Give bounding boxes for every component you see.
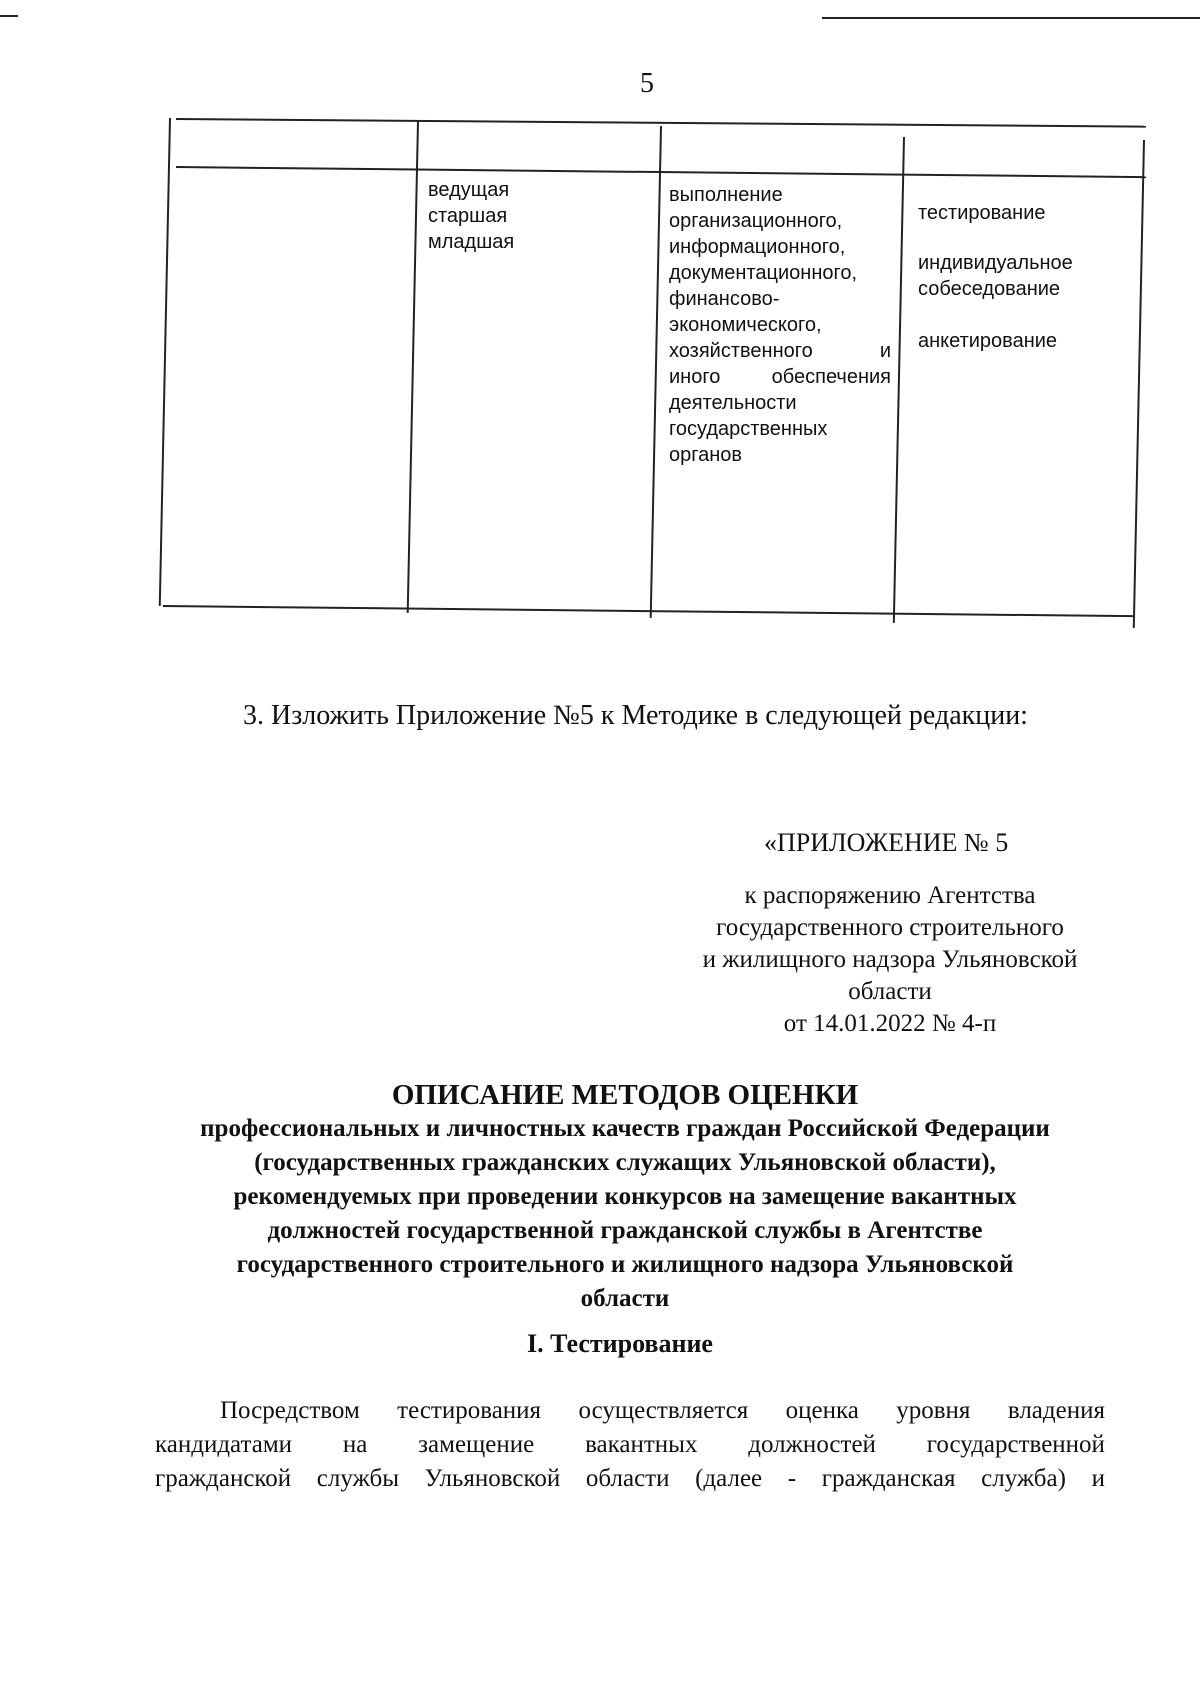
positions-table	[0, 0, 1200, 640]
paragraph-line: гражданской службы Ульяновской области (далее - гражданская служба) и	[155, 1465, 1105, 1492]
appendix-line: области	[848, 978, 932, 1005]
appendix-reference	[660, 880, 1120, 1040]
heading-line: рекомендуемых при проведении конкурсов на замещение вакантных	[233, 1183, 1017, 1210]
heading-line: области	[580, 1285, 670, 1312]
heading-line: профессиональных и личностных качеств граждан Российской Федерации	[200, 1115, 1050, 1142]
function-line-justified: хозяйственного и	[669, 340, 891, 362]
appendix-line: к распоряжению Агентства	[744, 882, 1036, 909]
function-line: финансово-	[669, 288, 780, 310]
method-testing: тестирование	[918, 202, 1046, 224]
function-line: выполнение	[669, 184, 783, 206]
table-left-border	[159, 118, 171, 606]
method-interview-line1: индивидуальное	[918, 252, 1073, 274]
function-line: организационного,	[669, 210, 843, 232]
heading-line: должностей государственной гражданской службы в Агентстве	[267, 1217, 983, 1244]
function-line: экономического,	[669, 314, 822, 336]
cell-position-groups	[428, 177, 514, 255]
function-line: документационного,	[669, 262, 858, 284]
table-column-divider-1	[407, 121, 419, 613]
heading-main: ОПИСАНИЕ МЕТОДОВ ОЦЕНКИ	[391, 1079, 859, 1111]
appendix-title: «ПРИЛОЖЕНИЕ № 5	[764, 828, 1009, 857]
appendix-line: государственного строительного	[716, 914, 1064, 941]
paragraph-line: кандидатами на замещение вакантных должностей государственной	[155, 1431, 1105, 1458]
method-questionnaire: анкетирование	[918, 330, 1058, 352]
table-bottom-border	[163, 605, 1133, 617]
heading-line: (государственных гражданских служащих Ульяновской области),	[254, 1149, 996, 1176]
section-title: I. Тестирование	[527, 1329, 713, 1358]
method-interview-line2: собеседование	[918, 278, 1061, 300]
cell-assessment-methods	[918, 200, 1073, 354]
table-column-divider-2	[650, 126, 662, 618]
cell-functions	[669, 182, 891, 468]
appendix-line: и жилищного надзора Ульяновской	[702, 946, 1078, 973]
function-line: информационного,	[669, 236, 846, 258]
function-line-justified: иного обеспечения	[669, 366, 891, 388]
group-senior: старшая	[428, 205, 508, 227]
function-line: государственных	[669, 418, 828, 440]
table-right-border	[1133, 140, 1145, 628]
function-line: органов	[669, 444, 743, 466]
group-junior: младшая	[428, 231, 515, 253]
section-paragraph	[155, 1394, 1105, 1496]
heading-line: государственного строительного и жилищного надзора Ульяновской	[236, 1251, 1014, 1278]
document-heading	[140, 1078, 1110, 1316]
instruction-text: 3. Изложить Приложение №5 к Методике в следующей редакции:	[243, 700, 1028, 731]
page-number: 5	[640, 68, 654, 99]
table-column-divider-3	[893, 137, 905, 623]
function-line: деятельности	[669, 392, 797, 414]
appendix-date-line: от 14.01.2022 № 4-п	[783, 1010, 997, 1037]
paragraph-line: Посредством тестирования осуществляется оценка уровня владения	[220, 1397, 1105, 1424]
group-leading: ведущая	[428, 179, 510, 201]
